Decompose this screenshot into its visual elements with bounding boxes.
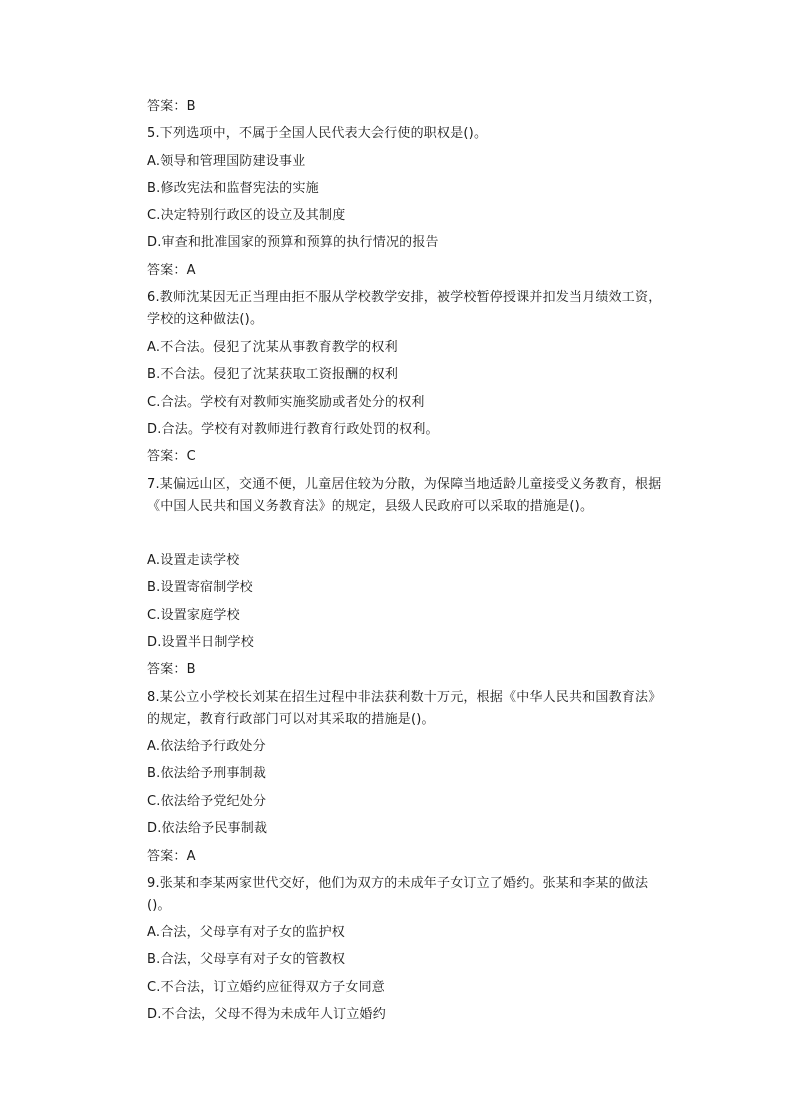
option-6c: C.合法。学校有对教师实施奖励或者处分的权利 — [147, 395, 425, 410]
option-8d: D.依法给予民事制裁 — [147, 821, 268, 836]
option-7d: D.设置半日制学校 — [147, 635, 254, 650]
option-8c: C.依法给予党纪处分 — [147, 794, 267, 809]
option-9d: D.不合法，父母不得为未成年人订立婚约 — [147, 1007, 386, 1022]
option-7c: C.设置家庭学校 — [147, 608, 240, 623]
option-9a: A.合法，父母享有对子女的监护权 — [147, 925, 345, 940]
answer-4: 答案：B — [147, 99, 196, 114]
option-8b: B.依法给予刑事制裁 — [147, 766, 267, 781]
option-7a: A.设置走读学校 — [147, 553, 240, 568]
option-5c: C.决定特别行政区的设立及其制度 — [147, 208, 346, 223]
question-8: 8.某公立小学校长刘某在招生过程中非法获利数十万元，根据《中华人民共和国教育法》的规定，教育行政部门可以对其采取的措施是()。 — [147, 690, 662, 727]
option-7b: B.设置寄宿制学校 — [147, 580, 253, 595]
answer-5: 答案：A — [147, 263, 196, 278]
option-5d: D.审查和批准国家的预算和预算的执行情况的报告 — [147, 235, 439, 250]
option-9c: C.不合法，订立婚约应征得双方子女同意 — [147, 980, 386, 995]
answer-7: 答案：B — [147, 662, 196, 677]
answer-8: 答案：A — [147, 849, 196, 864]
answer-6: 答案：C — [147, 449, 196, 464]
question-9: 9.张某和李某两家世代交好，他们为双方的未成年子女订立了婚约。张某和李某的做法()。 — [147, 876, 649, 913]
option-9b: B.合法，父母享有对子女的管教权 — [147, 952, 346, 967]
option-6d: D.合法。学校有对教师进行教育行政处罚的权利。 — [147, 422, 439, 437]
question-6: 6.教师沈某因无正当理由拒不服从学校教学安排，被学校暂停授课并扣发当月绩效工资，学校的这种做法()。 — [147, 290, 662, 327]
question-5: 5.下列选项中，不属于全国人民代表大会行使的职权是()。 — [147, 126, 488, 141]
question-7: 7.某偏远山区，交通不便，儿童居住较为分散，为保障当地适龄儿童接受义务教育，根据《中国人民共和国义务教育法》的规定，县级人民政府可以采取的措施是()。 — [147, 477, 662, 514]
option-5a: A.领导和管理国防建设事业 — [147, 154, 306, 169]
option-5b: B.修改宪法和监督宪法的实施 — [147, 181, 319, 196]
option-6a: A.不合法。侵犯了沈某从事教育教学的权利 — [147, 340, 398, 355]
option-8a: A.依法给予行政处分 — [147, 739, 266, 754]
option-6b: B.不合法。侵犯了沈某获取工资报酬的权利 — [147, 367, 399, 382]
